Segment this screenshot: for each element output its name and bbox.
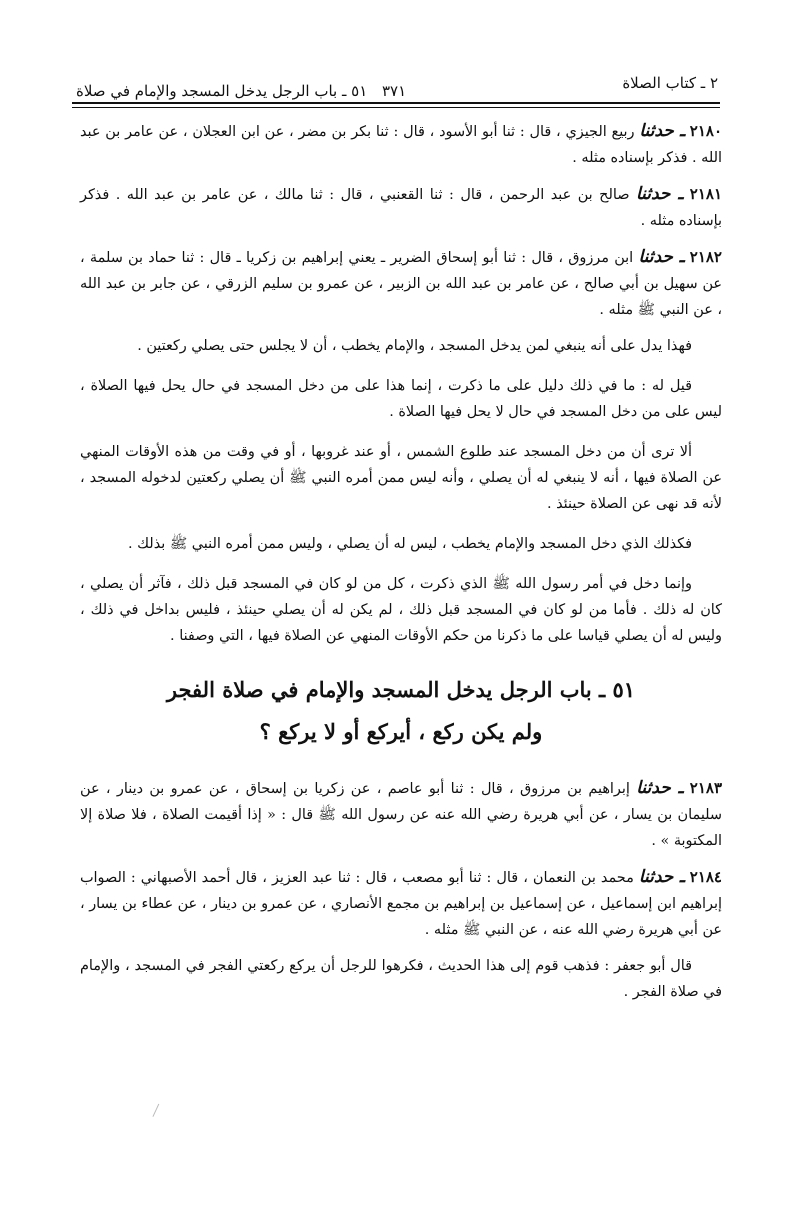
hadith-text: محمد بن النعمان ، قال : ثنا أبو مصعب ، قال : ثنا عبد العزيز ، قال أحمد الأصبهاني : الصواب إبراهيم ابن إسماعيل ، عن إسماعيل بن إبراهيم بن مجمع الأنصاري ، عن عمرو بن دينار ، عن عطاء بن يسار ، عن أبي هريرة رضي الله عنه ، عن النبي ﷺ مثله . [79, 870, 722, 938]
hadith-number: ٢١٨٤ [689, 868, 722, 886]
hadith-2182 [80, 244, 722, 323]
header-chapter-title: ٥١ ـ باب الرجل يدخل المسجد والإمام في صلاة [76, 82, 368, 100]
hadith-number: ٢١٨٣ [689, 779, 723, 797]
hadith-text: صالح بن عبد الرحمن ، قال : ثنا القعنبي ، قال : ثنا مالك ، عن عامر بن عبد الله . فذكر بإسناده مثله . [80, 187, 722, 229]
hadith-lead: ـ حدثنا [636, 778, 684, 798]
hadith-2181 [80, 181, 722, 234]
header-rule-thin [72, 107, 720, 108]
hadith-text: إبراهيم بن مرزوق ، قال : ثنا أبو عاصم ، عن زكريا بن إسحاق ، عن عمرو بن دينار ، عن سليمان بن يسار ، عن أبي هريرة رضي الله عنه عن رسول الله ﷺ قال : « إذا أقيمت الصلاة ، فلا صلاة إلا المكتوبة » . [80, 781, 722, 849]
page-body [80, 118, 722, 1019]
header-book-title: ٢ ـ كتاب الصلاة [622, 74, 718, 92]
hadith-number: ٢١٨٠ [689, 122, 723, 140]
hadith-number: ٢١٨١ [689, 185, 723, 203]
hadith-2184 [80, 864, 722, 943]
commentary-paragraph-1: فهذا يدل على أنه ينبغي لمن يدخل المسجد ، والإمام يخطب ، أن لا يجلس حتى يصلي ركعتين . [137, 338, 692, 354]
header-page-number: ٣٧١ [382, 82, 407, 100]
hadith-lead: ـ حدثنا [639, 121, 685, 141]
hadith-text: ربيع الجيزي ، قال : ثنا أبو الأسود ، قال : ثنا بكر بن مضر ، عن ابن العجلان ، عن عامر بن عبد الله . فذكر بإسناده مثله . [80, 124, 722, 166]
chapter-heading: ٥١ ـ باب الرجل يدخل المسجد والإمام في صلاة الفجر [166, 677, 636, 702]
commentary-paragraph-6: قال أبو جعفر : فذهب قوم إلى هذا الحديث ، فكرهوا للرجل أن يركع ركعتي الفجر في المسجد ، والإمام في صلاة الفجر . [80, 958, 722, 1000]
commentary-paragraph-3: ألا ترى أن من دخل المسجد عند طلوع الشمس ، أو عند غروبها ، أو في وقت من هذه الأوقات المنهي عن الصلاة فيها ، أنه لا ينبغي له أن يصلي ، وأنه ليس ممن أمره النبي ﷺ أن يصلي ركعتين لدخوله المسجد ، لأنه قد نهى عن الصلاة حينئذ . [80, 444, 722, 512]
hadith-lead: ـ حدثنا [635, 184, 684, 204]
hadith-2183 [80, 775, 722, 854]
chapter-subheading: ولم يكن ركع ، أيركع أو لا يركع ؟ [259, 719, 543, 744]
hadith-lead: ـ حدثنا [638, 247, 685, 267]
hadith-2180 [80, 118, 722, 171]
header-rule [72, 102, 720, 104]
hadith-number: ٢١٨٢ [689, 248, 722, 266]
stray-pen-mark [152, 1104, 166, 1120]
commentary-paragraph-2: قيل له : ما في ذلك دليل على ما ذكرت ، إنما هذا على من دخل المسجد في حال يحل فيها الصلاة ، ليس على من دخل المسجد في حال لا يحل فيها الصلاة . [80, 378, 722, 420]
running-header [72, 70, 720, 104]
hadith-text: ابن مرزوق ، قال : ثنا أبو إسحاق الضرير ـ يعني إبراهيم بن زكريا ـ قال : ثنا حماد بن سلمة ، عن سهيل بن أبي صالح ، عن عامر بن عبد الله بن الزبير ، عن عمرو بن سليم الزرقي ، عن جابر بن عبد الله ، عن النبي ﷺ مثله . [80, 250, 722, 318]
hadith-lead: ـ حدثنا [638, 867, 685, 887]
commentary-paragraph-4: فكذلك الذي دخل المسجد والإمام يخطب ، ليس له أن يصلي ، وليس ممن أمره النبي ﷺ بذلك . [128, 536, 692, 552]
commentary-paragraph-5: وإنما دخل في أمر رسول الله ﷺ الذي ذكرت ، كل من لو كان في المسجد قبل ذلك ، فآثر أن يصلي ، كان له ذلك . فأما من لو كان في المسجد قبل ذلك ، لم يكن له أن يصلي حينئذ ، فليس بداخل في ذلك ، وليس له أن يصلي قياسا على ما ذكرنا من حكم الأوقات المنهي عن الصلاة فيها ، التي وصفنا . [80, 576, 722, 644]
